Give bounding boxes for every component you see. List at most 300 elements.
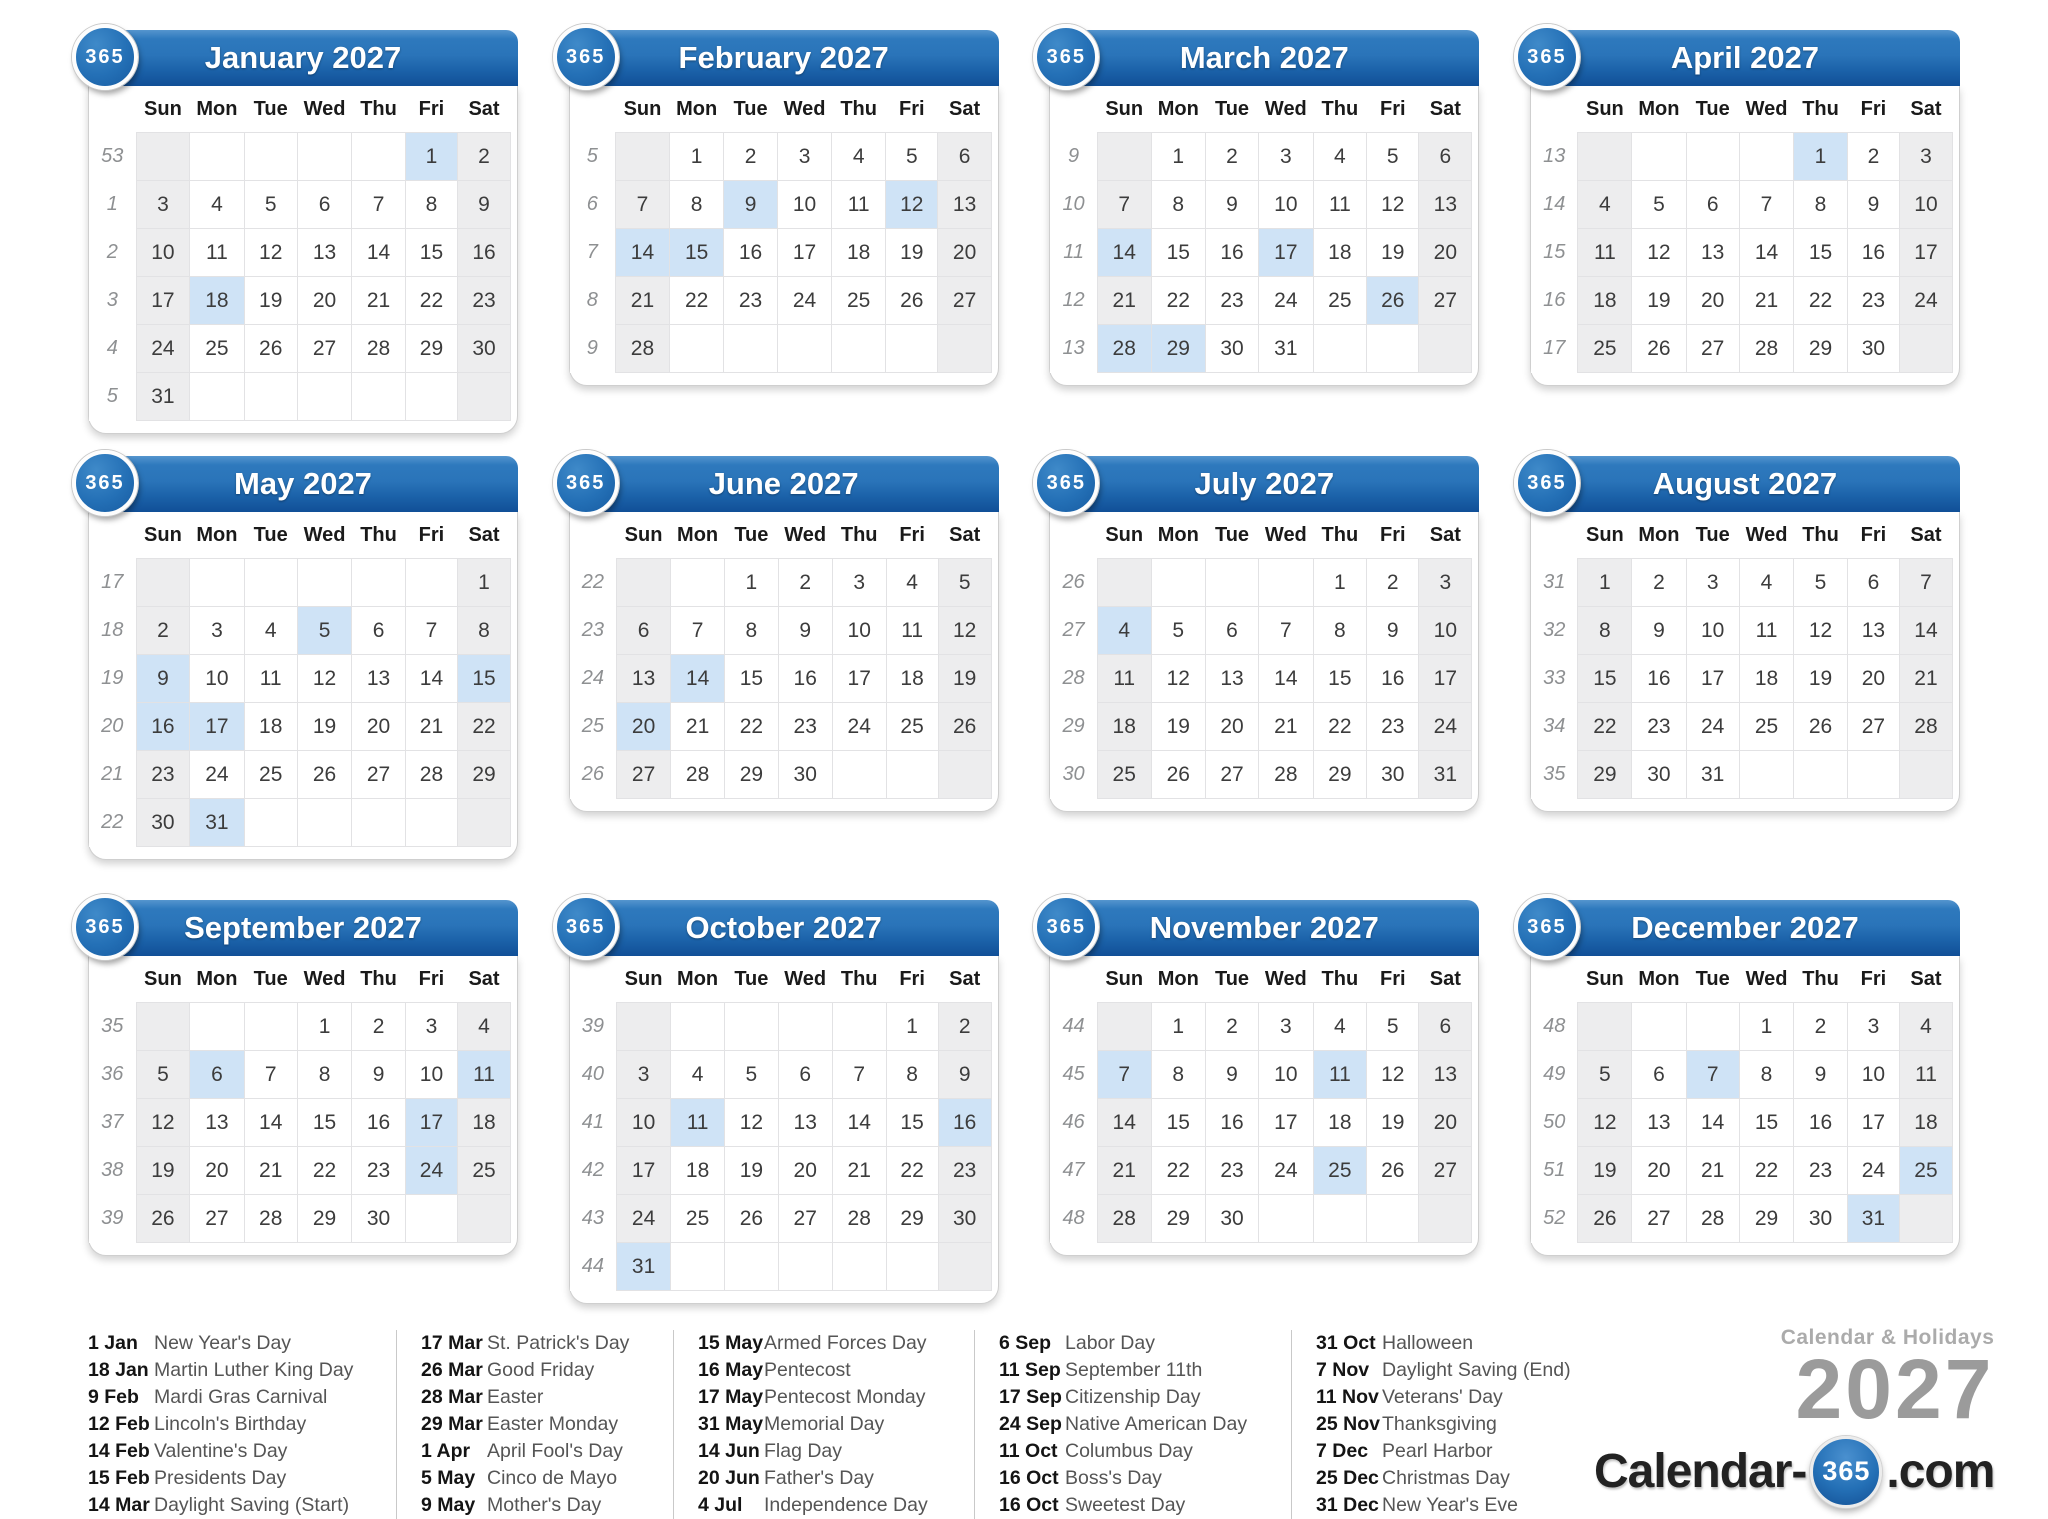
day-cell: 20 [1419, 229, 1472, 277]
week-number: 14 [1531, 181, 1578, 229]
day-cell: 2 [1847, 133, 1899, 181]
day-name-row [1050, 512, 1472, 559]
day-cell: 14 [1739, 229, 1793, 277]
month-grid-september [88, 956, 518, 1256]
day-cell: 16 [1205, 229, 1258, 277]
day-name: Tue [1686, 86, 1739, 133]
day-cell: 11 [886, 607, 938, 655]
week-number: 5 [89, 373, 136, 421]
day-cell: 7 [1900, 559, 1953, 607]
day-cell: 5 [244, 181, 297, 229]
holiday-date: 9 Feb [88, 1386, 139, 1408]
calendar-grid-head [89, 86, 511, 133]
day-cell: 9 [352, 1051, 406, 1099]
holiday-date: 14 Feb [88, 1440, 150, 1462]
calendar-grid-body [1531, 1003, 1953, 1243]
day-cell: 3 [1259, 1003, 1313, 1051]
day-name: Thu [1313, 956, 1367, 1003]
day-cell: 15 [1151, 1099, 1205, 1147]
month-header-july [1049, 456, 1479, 512]
day-name: Tue [1205, 956, 1258, 1003]
day-cell: 23 [136, 751, 190, 799]
day-cell: 24 [1419, 703, 1472, 751]
day-cell: 26 [886, 277, 938, 325]
week-row [89, 1099, 511, 1147]
day-cell: 23 [352, 1147, 406, 1195]
holiday-name: Christmas Day [1382, 1467, 1510, 1489]
empty-day-cell [190, 559, 244, 607]
day-cell: 28 [1097, 325, 1151, 373]
month-card-june [565, 456, 999, 812]
week-row [1531, 181, 1953, 229]
day-cell: 8 [886, 1051, 938, 1099]
month-header-february [569, 30, 999, 86]
day-cell: 3 [1419, 559, 1472, 607]
day-cell: 28 [1739, 325, 1793, 373]
week-row [1531, 1099, 1953, 1147]
day-name: Mon [190, 512, 244, 559]
day-cell: 3 [1259, 133, 1313, 181]
calendar-grid [1531, 956, 1953, 1243]
day-cell: 22 [886, 1147, 938, 1195]
day-cell: 29 [1151, 325, 1205, 373]
day-cell: 23 [1632, 703, 1686, 751]
day-cell: 18 [1739, 655, 1793, 703]
month-card-august [1527, 456, 1960, 812]
week-number: 27 [1050, 607, 1097, 655]
day-name: Fri [886, 512, 938, 559]
day-cell: 2 [1794, 1003, 1848, 1051]
week-number: 13 [1531, 133, 1578, 181]
week-row [89, 655, 511, 703]
week-row [1050, 325, 1472, 373]
day-cell: 4 [458, 1003, 511, 1051]
day-cell: 1 [297, 1003, 351, 1051]
week-number: 26 [570, 751, 617, 799]
week-number: 36 [89, 1051, 136, 1099]
day-cell: 14 [832, 1099, 886, 1147]
day-cell: 9 [1794, 1051, 1848, 1099]
empty-day-cell [832, 1003, 886, 1051]
day-name: Thu [352, 86, 406, 133]
holiday-entry [698, 1438, 974, 1465]
day-cell: 19 [1794, 655, 1848, 703]
empty-day-cell [405, 373, 457, 421]
day-cell: 29 [297, 1195, 351, 1243]
day-cell: 15 [1313, 655, 1367, 703]
holiday-entry [421, 1411, 673, 1438]
day-cell: 4 [190, 181, 244, 229]
week-number: 17 [89, 559, 136, 607]
holiday-date: 16 May [698, 1359, 764, 1381]
empty-day-cell [725, 1243, 778, 1291]
week-row [570, 1147, 992, 1195]
month-title: September 2027 [184, 910, 422, 945]
holiday-entry [999, 1492, 1291, 1519]
week-number: 37 [89, 1099, 136, 1147]
week-number: 23 [570, 607, 617, 655]
day-cell: 25 [670, 1195, 724, 1243]
day-cell: 24 [1847, 1147, 1899, 1195]
day-name: Sun [1097, 512, 1151, 559]
day-cell: 14 [1900, 607, 1953, 655]
week-number: 1 [89, 181, 136, 229]
empty-day-cell [616, 133, 670, 181]
empty-day-cell [1367, 325, 1419, 373]
empty-day-cell [1686, 1003, 1739, 1051]
week-number: 52 [1531, 1195, 1578, 1243]
day-cell: 28 [670, 751, 724, 799]
day-cell: 24 [405, 1147, 457, 1195]
holiday-date: 16 Oct [999, 1494, 1059, 1516]
holiday-entry [1316, 1465, 1594, 1492]
day-cell: 15 [669, 229, 723, 277]
holiday-name: September 11th [1065, 1359, 1203, 1381]
day-cell: 3 [617, 1051, 671, 1099]
week-row [89, 799, 511, 847]
week-number: 9 [1050, 133, 1097, 181]
empty-day-cell [244, 799, 297, 847]
day-cell: 21 [1097, 277, 1151, 325]
day-cell: 18 [1900, 1099, 1953, 1147]
day-cell: 1 [669, 133, 723, 181]
day-cell: 25 [190, 325, 244, 373]
holiday-date: 17 Mar [421, 1332, 483, 1354]
day-cell: 29 [886, 1195, 938, 1243]
365-badge-icon: 365 [1514, 450, 1580, 516]
day-cell: 17 [136, 277, 190, 325]
day-name: Wed [1259, 512, 1313, 559]
day-cell: 28 [1900, 703, 1953, 751]
day-cell: 27 [617, 751, 671, 799]
calendar-grid-head [89, 512, 511, 559]
week-number-column-head [1531, 956, 1578, 1003]
day-name: Fri [405, 512, 457, 559]
week-number: 32 [1531, 607, 1578, 655]
month-header-april [1530, 30, 1960, 86]
day-cell: 7 [1686, 1051, 1739, 1099]
day-cell: 15 [1151, 229, 1205, 277]
day-cell: 7 [352, 181, 406, 229]
day-cell: 1 [1739, 1003, 1793, 1051]
holiday-entry [698, 1465, 974, 1492]
empty-day-cell [670, 559, 724, 607]
day-name: Thu [1794, 512, 1848, 559]
holiday-date: 14 Jun [698, 1440, 760, 1462]
empty-day-cell [1151, 559, 1205, 607]
empty-day-cell [832, 325, 886, 373]
week-row [89, 1003, 511, 1051]
week-number: 26 [1050, 559, 1097, 607]
empty-day-cell [1686, 133, 1739, 181]
day-cell: 17 [190, 703, 244, 751]
day-cell: 18 [1313, 1099, 1367, 1147]
day-cell: 23 [1205, 1147, 1258, 1195]
day-cell: 13 [1686, 229, 1739, 277]
day-cell: 19 [136, 1147, 190, 1195]
365-badge-icon: 365 [553, 24, 619, 90]
day-cell: 2 [136, 607, 190, 655]
week-number-column-head [89, 512, 136, 559]
holiday-entry [88, 1384, 396, 1411]
day-cell: 21 [1259, 703, 1313, 751]
calendar-grid [570, 956, 992, 1291]
day-cell: 17 [1686, 655, 1739, 703]
day-name: Thu [352, 512, 406, 559]
empty-day-cell [244, 133, 297, 181]
day-cell: 31 [1419, 751, 1472, 799]
day-cell: 19 [1578, 1147, 1632, 1195]
month-grid-january [88, 86, 518, 434]
day-cell: 6 [352, 607, 406, 655]
day-name: Thu [832, 956, 886, 1003]
month-title: January 2027 [204, 40, 402, 75]
day-cell: 8 [1151, 181, 1205, 229]
month-title: July 2027 [1194, 466, 1335, 501]
week-number: 47 [1050, 1147, 1097, 1195]
day-cell: 12 [1578, 1099, 1632, 1147]
month-header-september [88, 900, 518, 956]
holiday-name: Sweetest Day [1065, 1494, 1186, 1516]
week-number-column-head [570, 956, 617, 1003]
day-cell: 29 [1578, 751, 1632, 799]
holiday-date: 15 Feb [88, 1467, 150, 1489]
calendar-grid-body [1531, 133, 1953, 373]
holiday-entry [421, 1330, 673, 1357]
day-cell: 1 [405, 133, 457, 181]
month-header-june [569, 456, 999, 512]
day-cell: 13 [1419, 181, 1472, 229]
day-cell: 11 [244, 655, 297, 703]
empty-day-cell [136, 1003, 190, 1051]
day-name: Sat [1900, 956, 1953, 1003]
day-name: Thu [352, 956, 406, 1003]
day-cell: 8 [669, 181, 723, 229]
day-cell: 6 [190, 1051, 244, 1099]
day-cell: 29 [1313, 751, 1367, 799]
week-number: 4 [89, 325, 136, 373]
day-cell: 17 [832, 655, 886, 703]
empty-day-cell [617, 1003, 671, 1051]
day-cell: 25 [886, 703, 938, 751]
day-name: Sun [1578, 956, 1632, 1003]
day-cell: 25 [1739, 703, 1793, 751]
day-cell: 16 [1847, 229, 1899, 277]
day-cell: 8 [458, 607, 511, 655]
day-cell: 27 [1847, 703, 1899, 751]
day-name: Thu [832, 86, 886, 133]
day-cell: 3 [1847, 1003, 1899, 1051]
day-cell: 30 [352, 1195, 406, 1243]
day-cell: 10 [1686, 607, 1739, 655]
day-cell: 11 [1313, 1051, 1367, 1099]
day-cell: 18 [832, 229, 886, 277]
month-grid-may [88, 512, 518, 860]
week-row [1050, 133, 1472, 181]
day-cell: 7 [670, 607, 724, 655]
day-cell: 11 [190, 229, 244, 277]
day-name: Mon [669, 86, 723, 133]
week-row [1050, 655, 1472, 703]
week-row [1531, 751, 1953, 799]
day-cell: 1 [1313, 559, 1367, 607]
week-row [570, 655, 992, 703]
empty-day-cell [1632, 1003, 1686, 1051]
calendar-grid-body [570, 133, 992, 373]
holiday-entry [698, 1357, 974, 1384]
day-cell: 3 [190, 607, 244, 655]
day-cell: 25 [1900, 1147, 1953, 1195]
month-title: February 2027 [678, 40, 889, 75]
day-cell: 24 [1686, 703, 1739, 751]
holiday-name: Independence Day [764, 1494, 928, 1516]
holiday-name: Columbus Day [1065, 1440, 1193, 1462]
day-cell: 23 [724, 277, 777, 325]
month-title: December 2027 [1631, 910, 1859, 945]
week-row [1531, 229, 1953, 277]
day-cell: 13 [1419, 1051, 1472, 1099]
day-cell: 11 [1097, 655, 1151, 703]
day-name: Mon [670, 512, 724, 559]
holiday-date: 1 Jan [88, 1332, 138, 1354]
day-cell: 4 [670, 1051, 724, 1099]
day-cell: 20 [938, 229, 991, 277]
day-cell: 9 [1205, 1051, 1258, 1099]
day-cell: 13 [617, 655, 671, 703]
day-cell: 17 [1259, 1099, 1313, 1147]
empty-day-cell [458, 373, 511, 421]
day-name: Mon [1632, 956, 1686, 1003]
day-cell: 29 [725, 751, 778, 799]
calendar-grid [89, 512, 511, 847]
day-name-row [89, 86, 511, 133]
calendar-grid [570, 86, 992, 373]
day-cell: 4 [832, 133, 886, 181]
day-cell: 31 [617, 1243, 671, 1291]
day-cell: 18 [886, 655, 938, 703]
day-cell: 12 [725, 1099, 778, 1147]
month-row-3 [85, 900, 1960, 1304]
day-name: Sat [938, 512, 991, 559]
calendar-grid-head [1531, 512, 1953, 559]
holiday-date: 25 Dec [1316, 1467, 1379, 1489]
week-number: 49 [1531, 1051, 1578, 1099]
holiday-date: 18 Jan [88, 1359, 149, 1381]
empty-day-cell [458, 1195, 511, 1243]
day-cell: 20 [1632, 1147, 1686, 1195]
day-cell: 28 [1097, 1195, 1151, 1243]
calendar-grid-body [1050, 559, 1472, 799]
week-number: 34 [1531, 703, 1578, 751]
day-cell: 14 [352, 229, 406, 277]
holiday-entry [999, 1411, 1291, 1438]
logo-suffix-text: .com [1886, 1445, 1995, 1499]
week-number-column-head [1050, 956, 1097, 1003]
day-cell: 26 [1794, 703, 1848, 751]
day-cell: 25 [1578, 325, 1632, 373]
week-row [1531, 607, 1953, 655]
day-cell: 26 [1151, 751, 1205, 799]
calendar-grid-head [1050, 86, 1472, 133]
day-name: Sun [617, 956, 671, 1003]
day-cell: 3 [1900, 133, 1953, 181]
day-name: Tue [725, 512, 778, 559]
day-cell: 14 [1686, 1099, 1739, 1147]
empty-day-cell [724, 325, 777, 373]
holiday-name: Armed Forces Day [764, 1332, 927, 1354]
day-cell: 5 [1578, 1051, 1632, 1099]
day-cell: 19 [886, 229, 938, 277]
day-name: Sat [938, 86, 991, 133]
calendar-grid-head [1050, 512, 1472, 559]
holiday-entry [88, 1330, 396, 1357]
holiday-entry [421, 1438, 673, 1465]
holiday-date: 26 Mar [421, 1359, 483, 1381]
calendar-grid-body [1050, 133, 1472, 373]
day-cell: 30 [136, 799, 190, 847]
day-cell: 22 [1313, 703, 1367, 751]
day-cell: 22 [458, 703, 511, 751]
day-name: Wed [1739, 86, 1793, 133]
empty-day-cell [1419, 325, 1472, 373]
holiday-entry [421, 1492, 673, 1519]
day-cell: 11 [458, 1051, 511, 1099]
week-number-column-head [570, 86, 616, 133]
calendar-grid-head [570, 512, 992, 559]
month-title: November 2027 [1149, 910, 1379, 945]
week-number-column-head [1531, 86, 1578, 133]
empty-day-cell [1900, 751, 1953, 799]
day-cell: 26 [1578, 1195, 1632, 1243]
empty-day-cell [1259, 1195, 1313, 1243]
month-card-may [85, 456, 518, 860]
day-name: Fri [1847, 956, 1899, 1003]
week-number-column-head [1531, 512, 1578, 559]
day-cell: 10 [1900, 181, 1953, 229]
day-cell: 13 [1205, 655, 1258, 703]
day-cell: 7 [616, 181, 670, 229]
week-number: 50 [1531, 1099, 1578, 1147]
week-number: 43 [570, 1195, 617, 1243]
empty-day-cell [297, 133, 351, 181]
day-cell: 4 [1313, 133, 1367, 181]
holiday-name: New Year's Day [154, 1332, 292, 1354]
day-name: Sat [1419, 512, 1472, 559]
day-cell: 24 [777, 277, 831, 325]
week-row [1531, 325, 1953, 373]
day-cell: 13 [297, 229, 351, 277]
day-cell: 30 [1205, 325, 1258, 373]
day-cell: 14 [1259, 655, 1313, 703]
week-row [1050, 607, 1472, 655]
week-row [1531, 133, 1953, 181]
holiday-date: 9 May [421, 1494, 476, 1516]
day-cell: 7 [1097, 1051, 1151, 1099]
week-row [570, 607, 992, 655]
day-cell: 23 [1847, 277, 1899, 325]
day-cell: 14 [616, 229, 670, 277]
week-row [1050, 229, 1472, 277]
day-cell: 15 [1794, 229, 1848, 277]
month-card-february [565, 30, 999, 386]
day-cell: 23 [458, 277, 511, 325]
holiday-column-3 [673, 1330, 974, 1519]
365-badge-icon: 365 [553, 450, 619, 516]
empty-day-cell [886, 1243, 938, 1291]
holiday-name: Veterans' Day [1382, 1386, 1503, 1408]
week-number-column-head [1050, 86, 1097, 133]
month-row-2 [85, 456, 1960, 860]
